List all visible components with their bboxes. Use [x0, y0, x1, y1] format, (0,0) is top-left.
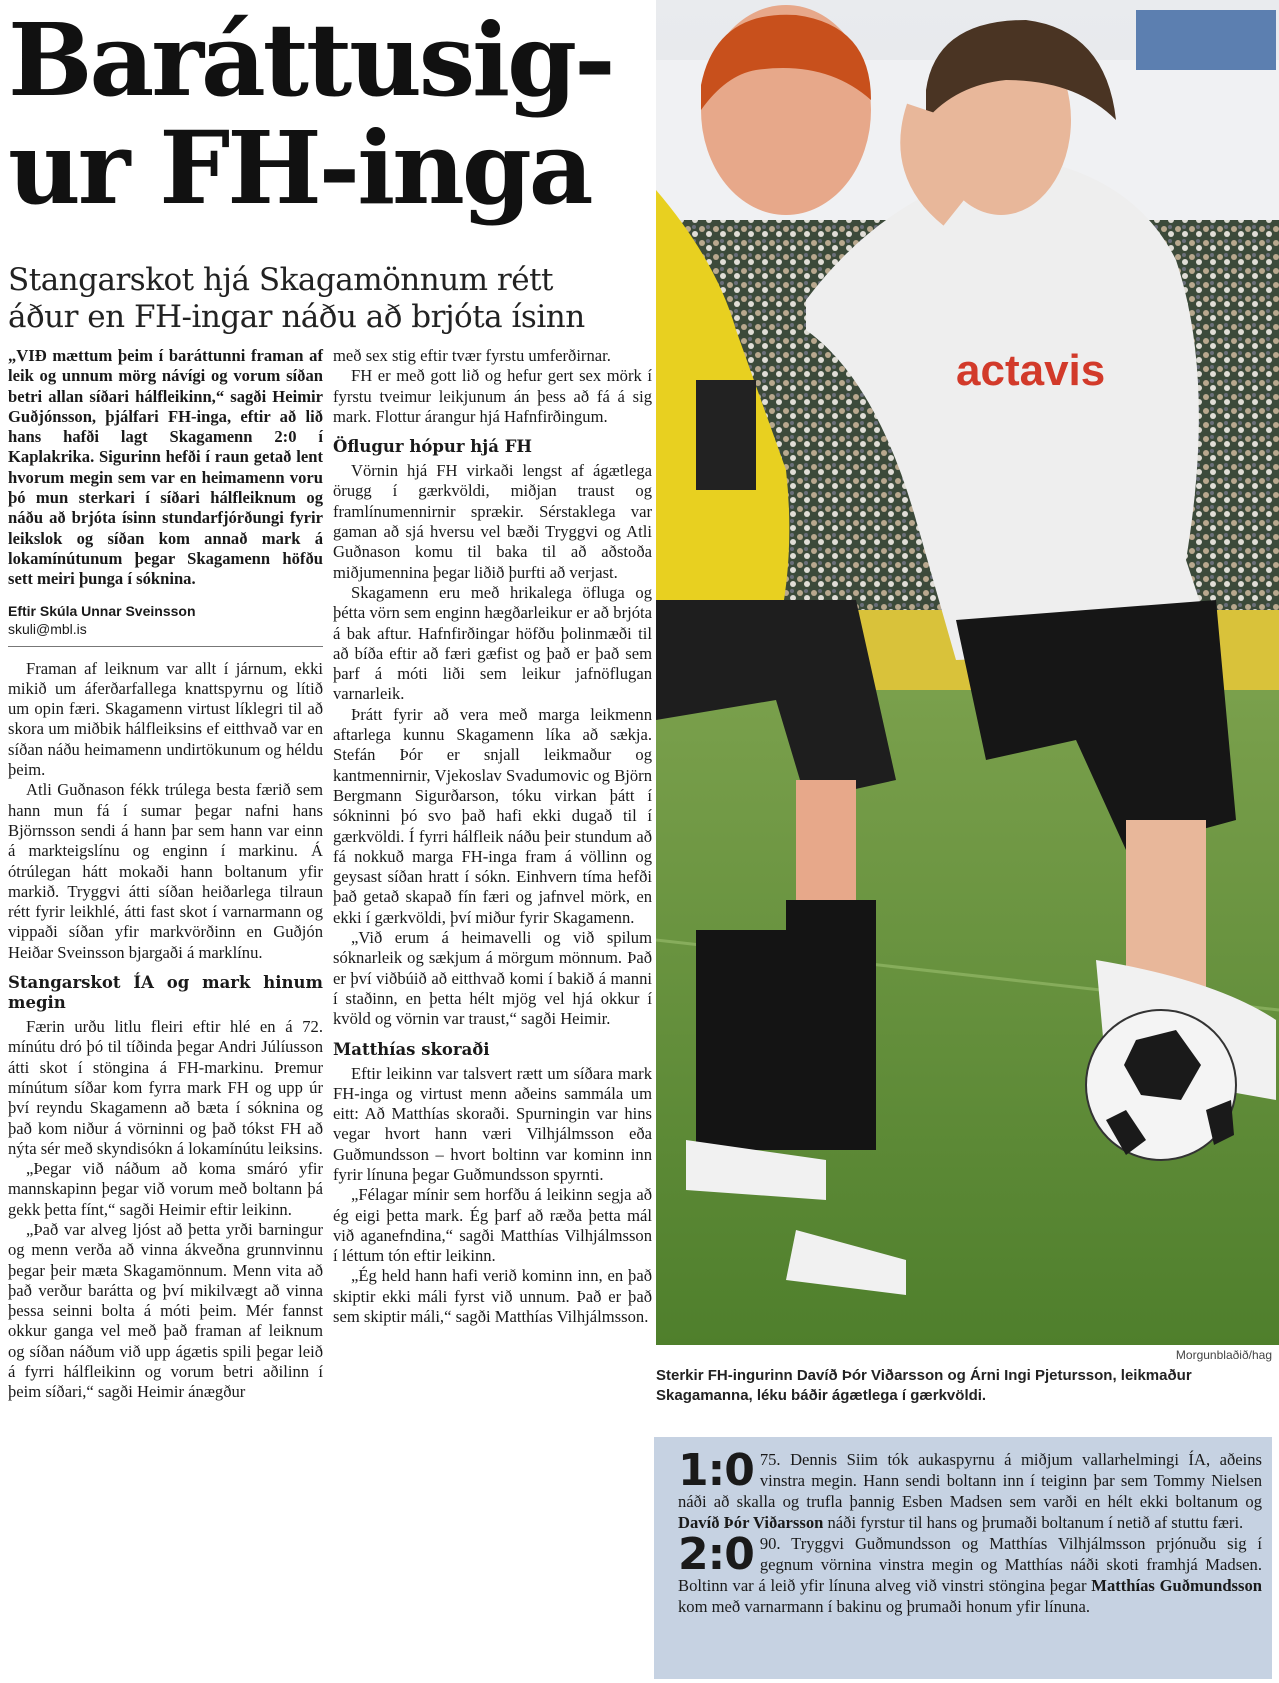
score-label: 2:0 [678, 1533, 754, 1580]
paragraph: Atli Guðnason fékk trúlega besta færið sem hann mun fá í sumar þegar nafni hans Björnsson sendi á hann þar sem hann var einn á markteigslínu og enginn í markinu. Á ótrúlegan hátt mokaði hann boltanum yfir markið. Tryggvi átti síðan heiðarlega tilraun rétt fyrir leikhlé, átti fast skot í varnarmann og vippaði síðan yfir markvörðinn en Guðjón Heiðar Sveinsson bjargaði á marklínu. [8, 780, 323, 962]
paragraph: „Við erum á heimavelli og við spilum sóknarleik og sækjum á mörgum mönnum. Það er því viðbúið að eitthvað komi í bakið á manni í staðinn, en þetta hélt mjög vel hjá okkur í kvöld og vörnin var traust,“ sagði Heimir. [333, 928, 652, 1029]
paragraph: Færin urðu litlu fleiri eftir hlé en á 72. mínútu dró þó til tíðinda þegar Andri Júlíusson átti skot í stöngina á FH-markinu. Þremur mínútum síðar kom fyrra mark FH og upp úr því reyndu Skagamenn að bæta í sóknina og það kom niður á vörninni og það tókst FH að nýta sér með skyndisókn á lokamínútu leiksins. [8, 1017, 323, 1158]
goal-scorer: Matthías Guðmundsson [1091, 1576, 1262, 1595]
paragraph: Vörnin hjá FH virkaði lengst af ágætlega örugg í gærkvöldi, miðjan traust og framlínumennirnir sprækir. Sérstaklega var gaman að sjá hversu vel bæði Tryggvi og Atli Guðnason komu til baka til að aðstoða miðjumennina þegar liðið þurfti að verjast. [333, 461, 652, 582]
jersey-sponsor: actavis [956, 346, 1106, 395]
paragraph: „Félagar mínir sem horfðu á leikinn segja að ég eigi þetta mark. Ég þarf að ræða þetta mál við aganefndina,“ sagði Matthías Vilhjálmsson í léttum tón eftir leikinn. [333, 1185, 652, 1266]
paragraph: Framan af leiknum var allt í járnum, ekki mikið um áferðarfallega knattspyrnu og lítið um opin færi. Skagamenn virtust líklegri til að skora um miðbik hálfleiksins ef eitthvað var en síðan náðu heimamenn undirtökunum og héldu þeim. [8, 658, 323, 780]
subheadline [8, 262, 648, 336]
goal-scorer: Davíð Þór Viðarsson [678, 1513, 824, 1532]
subheadline-line-1: Stangarskot hjá Skagamönnum rétt [8, 262, 553, 298]
headline-line-2: ur FH-inga [8, 109, 591, 227]
paragraph: Eftir leikinn var talsvert rætt um síðara mark FH-inga og virtust menn aðeins sammála um eitt: Að Matthías skoraði. Spurningin var hins vegar hvort hann væri Vilhjálmsson eða Guðmundsson – hvort boltinn var kominn inn fyrir línuna þegar Guðmundsson spyrnti. [333, 1063, 652, 1184]
photo-credit: Morgunblaðið/hag [1175, 1348, 1272, 1362]
section-heading: Matthías skoraði [333, 1039, 490, 1059]
photo-caption [656, 1366, 1272, 1406]
headline [8, 1, 648, 227]
caption-keyword: Sterkir [656, 1367, 704, 1384]
goals-summary-box [654, 1437, 1272, 1679]
paragraph: Skagamenn eru með hrikalega öfluga og þétta vörn sem enginn hægðarleikur er að brjóta á bak aftur. Hafnfirðingar höfðu þolinmæði til að bíða eftir að færi gæfist og það er það sem þarf á móti liði sem leikur jafnöflugan varnarleik. [333, 582, 652, 704]
author-email[interactable]: skuli@mbl.is [8, 620, 323, 647]
paragraph: „Það var alveg ljóst að þetta yrði barningur og menn verða að vinna ákveðna grunnvinnu þegar þeir mæta Skagamönnum. Menn vita að það verður barátta og því mikilvægt að vinna þessa seinni bolta á móti þeim. Mér fannst okkur ganga vel með það framan af leiknum og síðan náðum við upp ágætis spili þegar leið á fyrri hálfleikinn og vorum betri aðilinn í þeim síðari,“ sagði Heimir ánægður [8, 1219, 323, 1402]
section-heading: Stangarskot ÍA og mark hinum megin [8, 973, 323, 1013]
headline-line-1: Baráttusig- [8, 1, 613, 119]
score-label: 1:0 [678, 1449, 754, 1496]
goal-text: náði fyrstur til hans og þrumaði boltanum í netið af stuttu færi. [823, 1513, 1244, 1532]
goal-text: kom með varnarmann í bakinu og þrumaði honum yfir línuna. [678, 1597, 1090, 1616]
article-column-2 [333, 346, 652, 1327]
goal-description [678, 1533, 1262, 1617]
lead-paragraph [8, 346, 323, 590]
section-heading: Öflugur hópur hjá FH [333, 437, 533, 457]
goal-text: 75. Dennis Siim tók aukaspyrnu á miðjum vallarhelmingi ÍA, aðeins vinstra megin. Hann sendi boltann inn í teiginn þar sem Tommy Nielsen náði að skalla og trufla þannig Esben Madsen sem varði en hélt ekki boltanum og [678, 1450, 1262, 1511]
goal-entry [678, 1449, 1262, 1533]
paragraph: Þrátt fyrir að vera með marga leikmenn aftarlega kunnu Skagamenn líka að sækja. Stefán Þór er snjall leikmaður og kantmennirnir, Vjekoslav Svadumovic og Björn Bergmann Sigurðarson, tóku virkan þátt í sókninni þó svo það hafi ekki dugað til í gærkvöldi. Í fyrri hálfleik náðu þeir stundum að fá nokkuð marga FH-inga fram á völlinn og geysast síðan hratt í sókn. Einhvern tíma hefði það getað skapað fín færi og jafnvel mörk, en ekki í gærkvöldi, því miður fyrir Skagamenn. [333, 704, 652, 927]
caption-text: FH-ingurinn Davíð Þór Viðarsson og Árni Ingi Pjetursson, leikmaður Skagamanna, léku báðir ágætlega í gærkvöldi. [656, 1367, 1192, 1404]
goal-description [678, 1449, 1262, 1533]
article-column-1 [8, 346, 323, 1403]
subheadline-line-2: áður en FH-ingar náðu að brjóta ísinn [8, 299, 585, 335]
paragraph: FH er með gott lið og hefur gert sex mörk í fyrstu tveimur leikjunum án þess að fá á sig mark. Flottur árangur hjá Hafnfirðingum. [333, 366, 652, 426]
paragraph: „Ég held hann hafi verið kominn inn, en það skiptir ekki máli fyrst við unnum. Það er það sem skiptir máli,“ sagði Matthías Vilhjálmsson. [333, 1266, 652, 1327]
paragraph: „Þegar við náðum að koma smáró yfir mannskapinn þegar við vorum með boltann þá gekk þetta fínt,“ sagði Heimir eftir leikinn. [8, 1159, 323, 1219]
match-photo [656, 0, 1279, 1345]
goal-entry [678, 1533, 1262, 1617]
goal-text: 90. Tryggvi Guðmundsson og Matthías Vilhjálmsson prjónuðu sig í gegnum vörnina vinstra megin og Matthías náði skoti framhjá Madsen. Boltinn var á leið yfir línuna alveg við vinstri stöngina þegar [678, 1534, 1262, 1595]
players-illustration [656, 0, 1279, 1345]
lead-text: „VIÐ mættum þeim í baráttunni framan af leik og unnum mörg návígi og vorum síðan betri allan síðari hálfleikinn,“ sagði Heimir Guðjónsson, þjálfari FH-inga, eftir að lið hans hafði lagt Skagamenn 2:0 í Kaplakrika. Sigurinn hefði í raun getað lent hvorum megin sem var en heimamenn voru þó mun sterkari í síðari hálfleiknum og náðu að brjóta ísinn stundarfjórðungi fyrir leikslok og síðan kom annað mark á lokamínútunum þegar Skagamenn höfðu sett meiri þunga í sóknina. [8, 346, 323, 589]
paragraph: með sex stig eftir tvær fyrstu umferðirnar. [333, 346, 611, 365]
byline: Eftir Skúla Unnar Sveinsson [8, 602, 196, 619]
